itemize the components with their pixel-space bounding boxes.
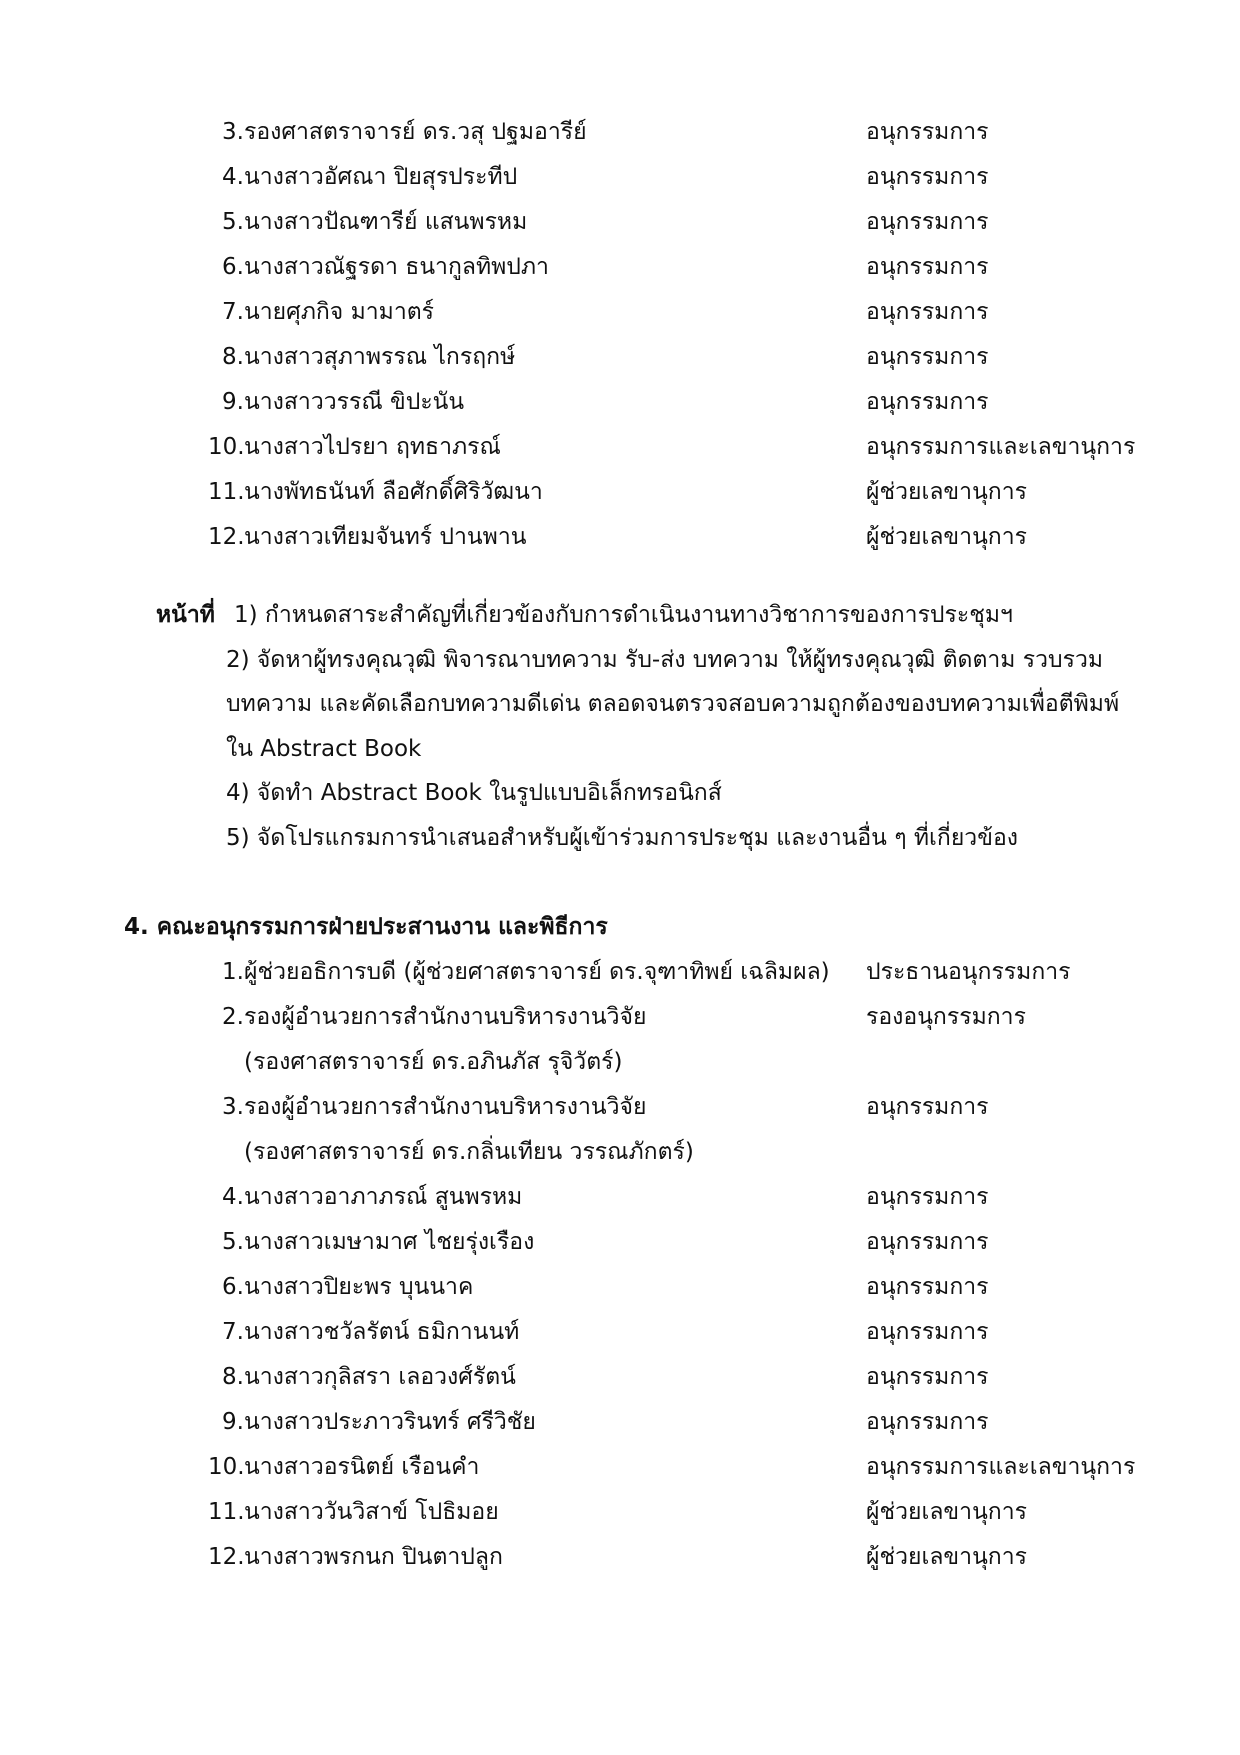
member-number: 5. [222, 209, 244, 235]
member-number: 11. [208, 1499, 245, 1525]
member-role: ผู้ช่วยเลขานุการ [866, 479, 1027, 505]
duties-label: หน้าที่ [156, 602, 215, 628]
member-name: รองศาสตราจารย์ ดร.วสุ ปฐมอารีย์ [244, 119, 587, 145]
member-role: อนุกรรมการ [866, 1319, 989, 1345]
member-row [208, 1490, 1168, 1535]
member-number: 12. [208, 524, 245, 550]
member-row [208, 290, 1168, 335]
duty-text: บทความ และคัดเลือกบทความดีเด่น ตลอดจนตรวจสอบความถูกต้องของบทความเพื่อตีพิมพ์ [226, 691, 1120, 717]
member-row [208, 155, 1168, 200]
member-role: อนุกรรมการ [866, 1364, 989, 1390]
member-role: รองอนุกรรมการ [866, 1004, 1026, 1030]
duty-text: 4) จัดทำ Abstract Book ในรูปแบบอิเล็กทรอนิกส์ [226, 780, 722, 806]
member-number: 6. [222, 1274, 244, 1300]
member-role: อนุกรรมการ [866, 209, 989, 235]
member-role: อนุกรรมการ [866, 254, 989, 280]
member-name: นางสาวไปรยา ฤทธาภรณ์ [244, 434, 501, 460]
member-role: อนุกรรมการ [866, 1409, 989, 1435]
member-name: นางสาวพรกนก ปินตาปลูก [244, 1544, 503, 1570]
member-number: 3. [222, 1094, 244, 1120]
member-role: อนุกรรมการ [866, 1184, 989, 1210]
duties-block [156, 593, 1156, 860]
member-row [208, 425, 1168, 470]
member-name: นางสาววรรณี ขิปะนัน [244, 389, 465, 415]
member-name: รองผู้อำนวยการสำนักงานบริหารงานวิจัย [244, 1094, 647, 1120]
member-row-continued [208, 1130, 1168, 1175]
member-role: อนุกรรมการ [866, 299, 989, 325]
duty-text: ใน Abstract Book [226, 735, 422, 762]
member-role: ผู้ช่วยเลขานุการ [866, 1499, 1027, 1525]
member-name: นางพัทธนันท์ ลือศักดิ์ศิริวัฒนา [244, 479, 543, 505]
member-number: 1. [222, 959, 244, 985]
member-name: นางสาววันวิสาข์ โปธิมอย [244, 1499, 499, 1525]
member-number: 10. [208, 1454, 245, 1480]
member-number: 5. [222, 1229, 244, 1255]
member-number: 4. [222, 1184, 244, 1210]
member-row [208, 470, 1168, 515]
member-row [208, 1265, 1168, 1310]
member-name: รองผู้อำนวยการสำนักงานบริหารงานวิจัย [244, 1004, 647, 1030]
member-role: อนุกรรมการ [866, 344, 989, 370]
member-row [208, 380, 1168, 425]
member-role: อนุกรรมการและเลขานุการ [866, 434, 1136, 460]
member-name: นางสาวประภาวรินทร์ ศรีวิชัย [244, 1409, 536, 1435]
member-row [208, 1220, 1168, 1265]
member-row [208, 335, 1168, 380]
duty-line [156, 816, 1156, 861]
member-role: ประธานอนุกรรมการ [866, 959, 1071, 985]
member-row [208, 1445, 1168, 1490]
member-name: (รองศาสตราจารย์ ดร.กลิ่นเทียน วรรณภักตร์) [244, 1139, 694, 1165]
member-number: 8. [222, 1364, 244, 1390]
member-role: อนุกรรมการ [866, 1094, 989, 1120]
member-name: นางสาวปัณฑารีย์ แสนพรหม [244, 209, 528, 235]
member-row [208, 110, 1168, 155]
member-name: (รองศาสตราจารย์ ดร.อภินภัส รุจิวัตร์) [244, 1049, 623, 1075]
member-number: 4. [222, 164, 244, 190]
duty-line [156, 727, 1156, 772]
member-row [208, 950, 1168, 995]
member-row [208, 515, 1168, 560]
member-number: 11. [208, 479, 245, 505]
member-row-continued [208, 1040, 1168, 1085]
member-role: ผู้ช่วยเลขานุการ [866, 1544, 1027, 1570]
member-name: นางสาวปิยะพร บุนนาค [244, 1274, 474, 1300]
duty-line [156, 771, 1156, 816]
member-name: นางสาวกุลิสรา เลอวงศ์รัตน์ [244, 1364, 516, 1390]
member-name: นางสาวณัฐรดา ธนากูลทิพปภา [244, 254, 549, 280]
member-name: นางสาวชวัลรัตน์ ธมิกานนท์ [244, 1319, 520, 1345]
member-row [208, 200, 1168, 245]
member-role: อนุกรรมการ [866, 119, 989, 145]
member-name: นายศุภกิจ มามาตร์ [244, 299, 435, 325]
member-name: นางสาวอาภาภรณ์ สูนพรหม [244, 1184, 523, 1210]
duty-line [156, 593, 1156, 638]
member-row [208, 1175, 1168, 1220]
member-row [208, 1535, 1168, 1580]
member-number: 9. [222, 389, 244, 415]
duty-line [156, 682, 1156, 727]
member-row [208, 995, 1168, 1040]
member-row [208, 1355, 1168, 1400]
member-number: 10. [208, 434, 245, 460]
member-row [208, 245, 1168, 290]
section-title: 4. คณะอนุกรรมการฝ่ายประสานงาน และพิธีการ [124, 914, 608, 940]
member-role: อนุกรรมการ [866, 1229, 989, 1255]
member-name: ผู้ช่วยอธิการบดี (ผู้ช่วยศาสตราจารย์ ดร.จุฑาทิพย์ เฉลิมผล) [244, 959, 830, 985]
duty-line [156, 638, 1156, 683]
member-role: อนุกรรมการ [866, 164, 989, 190]
member-row [208, 1310, 1168, 1355]
member-row [208, 1400, 1168, 1445]
member-number: 6. [222, 254, 244, 280]
committee-member-list [208, 110, 1168, 560]
member-number: 9. [222, 1409, 244, 1435]
duty-text: 1) กำหนดสาระสำคัญที่เกี่ยวข้องกับการดำเนินงานทางวิชาการของการประชุมฯ [234, 602, 1013, 628]
member-number: 8. [222, 344, 244, 370]
member-number: 12. [208, 1544, 245, 1570]
duty-text: 2) จัดหาผู้ทรงคุณวุฒิ พิจารณาบทความ รับ-ส่ง บทความ ให้ผู้ทรงคุณวุฒิ ติดตาม รวบรวม [226, 646, 1104, 673]
member-number: 7. [222, 299, 244, 325]
member-name: นางสาวสุภาพรรณ ไกรฤกษ์ [244, 344, 516, 370]
duty-text: 5) จัดโปรแกรมการนำเสนอสำหรับผู้เข้าร่วมการประชุม และงานอื่น ๆ ที่เกี่ยวข้อง [226, 824, 1018, 851]
member-name: นางสาวอัศณา ปิยสุรประทีป [244, 164, 518, 190]
member-role: ผู้ช่วยเลขานุการ [866, 524, 1027, 550]
member-role: อนุกรรมการ [866, 1274, 989, 1300]
member-number: 2. [222, 1004, 244, 1030]
member-row [208, 1085, 1168, 1130]
member-number: 7. [222, 1319, 244, 1345]
member-number: 3. [222, 119, 244, 145]
member-name: นางสาวเมษามาศ ไชยรุ่งเรือง [244, 1229, 535, 1255]
member-name: นางสาวอรนิตย์ เรือนคำ [244, 1454, 480, 1480]
section4-member-list [208, 950, 1168, 1580]
member-role: อนุกรรมการ [866, 389, 989, 415]
member-role: อนุกรรมการและเลขานุการ [866, 1454, 1136, 1480]
member-name: นางสาวเทียมจันทร์ ปานพาน [244, 524, 527, 550]
